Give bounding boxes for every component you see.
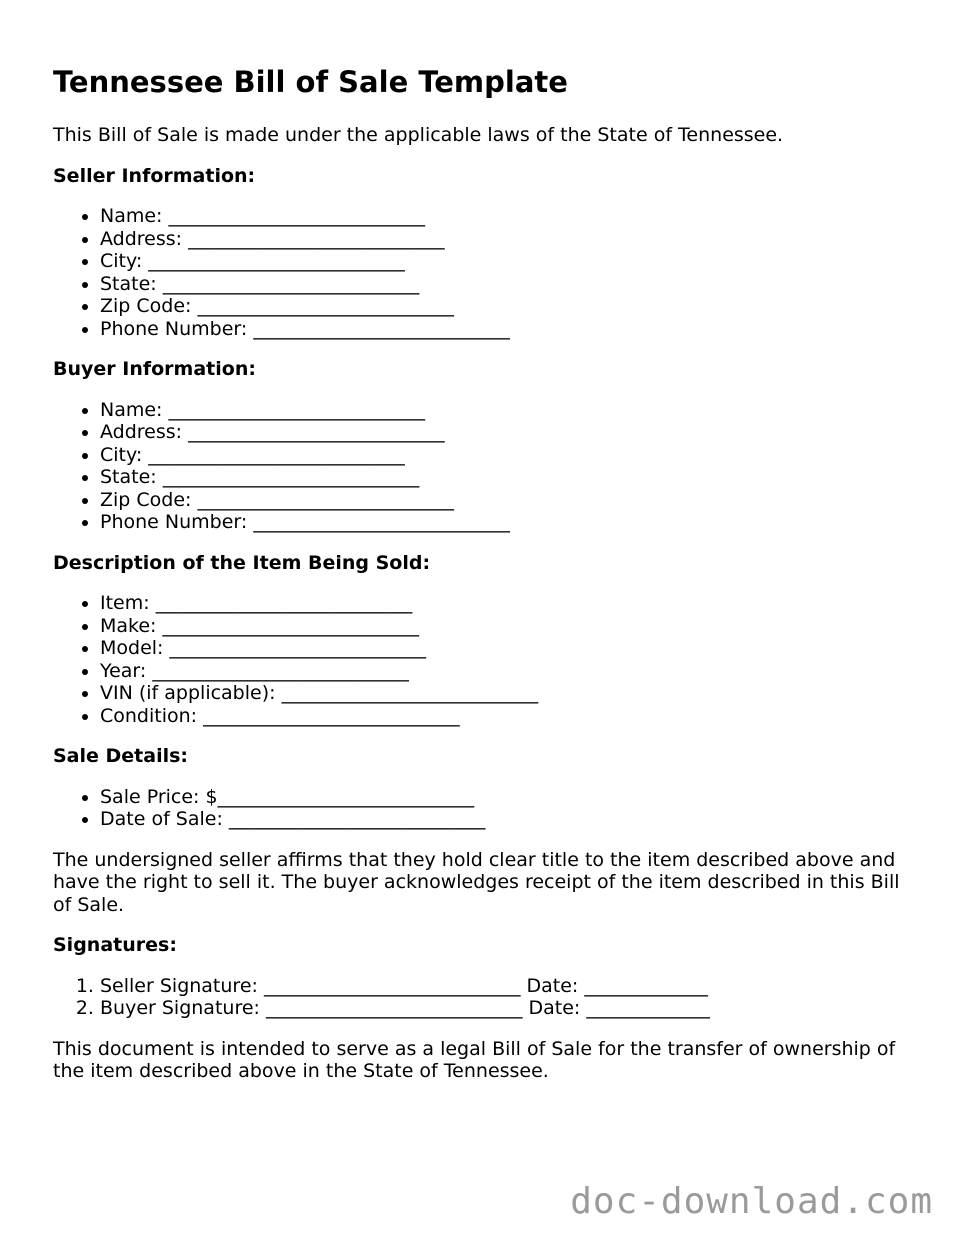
seller-address-field: • Address: ___________________________ [100,228,913,251]
item-make-field: • Make: ___________________________ [100,615,913,638]
item-vin-field: • VIN (if applicable): ___________________________ [100,682,913,705]
sale-date-field: • Date of Sale: ___________________________ [100,808,913,831]
buyer-phone-field: • Phone Number: ___________________________ [100,511,913,534]
item-item-field: • Item: ___________________________ [100,592,913,615]
buyer-address-field: • Address: ___________________________ [100,421,913,444]
buyer-zip-field: • Zip Code: ___________________________ [100,489,913,512]
document-page [53,62,913,1083]
item-year-field: • Year: ___________________________ [100,660,913,683]
sale-price-field: • Sale Price: $___________________________ [100,786,913,809]
sale-heading: Sale Details: [53,745,189,767]
watermark: doc-download.com [570,1181,933,1222]
closing-paragraph: This document is intended to serve as a legal Bill of Sale for the transfer of ownership of the item described above in the State of Tennessee. [53,1037,896,1082]
seller-list [53,205,913,340]
buyer-list [53,399,913,534]
signatures-list [53,975,913,1020]
seller-signature-line: 1. Seller Signature: ___________________________ Date: _____________ [100,975,913,998]
seller-city-field: • City: ___________________________ [100,250,913,273]
affirmation-paragraph: The undersigned seller affirms that they hold clear title to the item described above and have the right to sell it. The buyer acknowledges receipt of the item described in this Bill of Sale. [53,848,900,916]
seller-phone-field: • Phone Number: ___________________________ [100,318,913,341]
item-heading: Description of the Item Being Sold: [53,551,431,574]
sale-list [53,786,913,831]
buyer-city-field: • City: ___________________________ [100,444,913,467]
seller-heading: Seller Information: [53,164,256,187]
seller-zip-field: • Zip Code: ___________________________ [100,295,913,318]
document-title: Tennessee Bill of Sale Template [53,65,568,99]
item-model-field: • Model: ___________________________ [100,637,913,660]
intro-paragraph: This Bill of Sale is made under the applicable laws of the State of Tennessee. [53,124,784,146]
buyer-heading: Buyer Information: [53,358,256,380]
item-list [53,592,913,727]
buyer-state-field: • State: ___________________________ [100,466,913,489]
signatures-heading: Signatures: [53,934,177,956]
seller-name-field: • Name: ___________________________ [100,205,913,228]
seller-state-field: • State: ___________________________ [100,273,913,296]
item-condition-field: • Condition: ___________________________ [100,705,913,728]
buyer-name-field: • Name: ___________________________ [100,399,913,422]
buyer-signature-line: 2. Buyer Signature: ___________________________ Date: _____________ [100,997,913,1020]
